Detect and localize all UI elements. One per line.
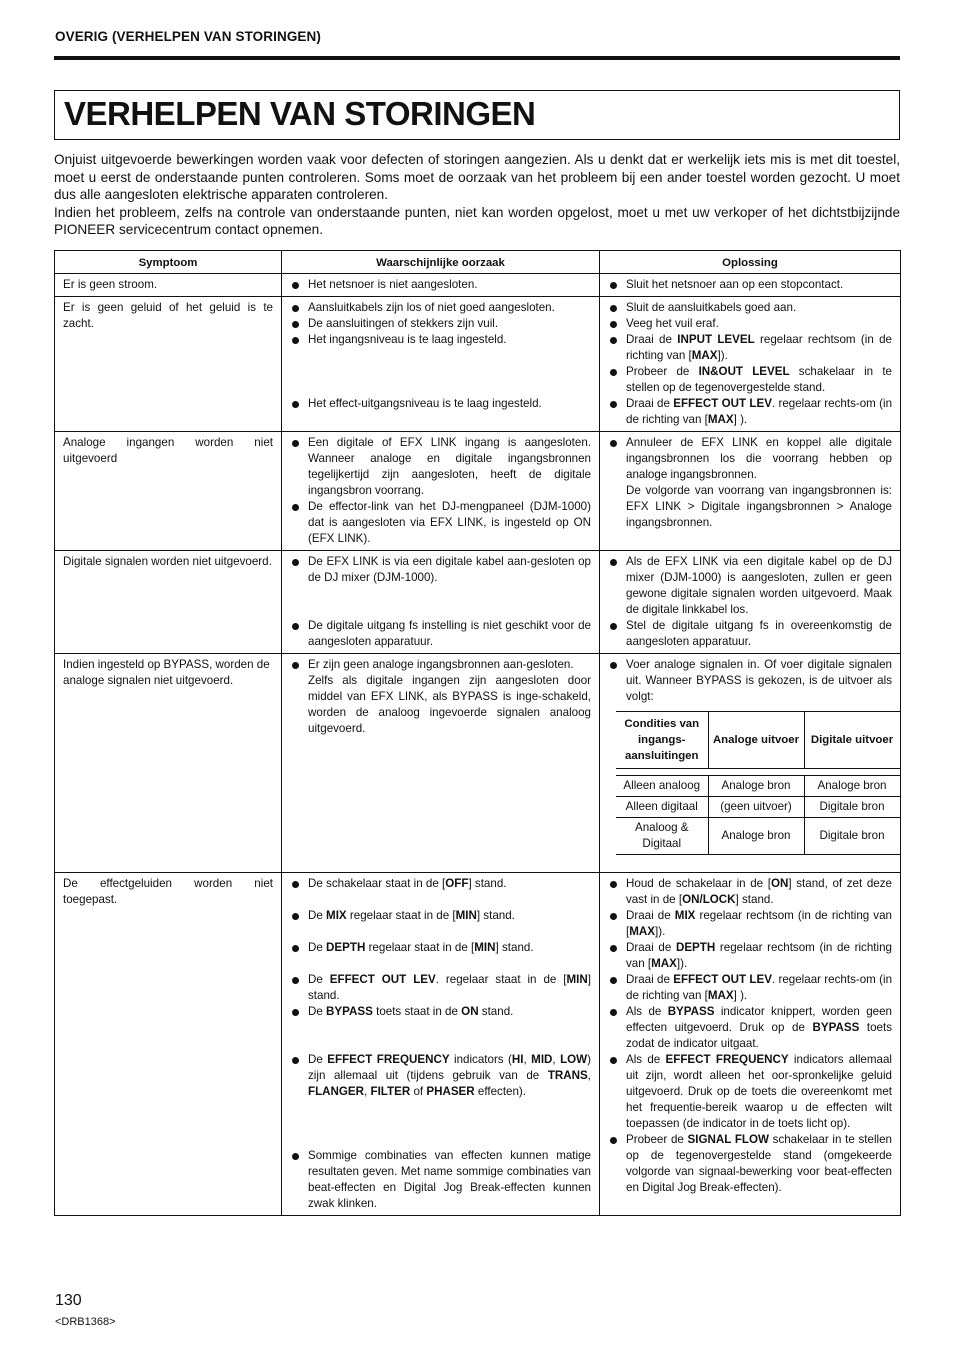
solution-item: Probeer de SIGNAL FLOW schakelaar in te stellen op de tegenovergestelde stand (omgekeerde volgorde van signaal-bewerking voor beat-effecten en Digital Jog Break-effecten). [608, 1132, 892, 1196]
cause-item: Het ingangsniveau is te laag ingesteld. [290, 332, 591, 348]
solution-item: Als de EFX LINK via een digitale kabel op de DJ mixer (DJM-1000) is aangesloten, zullen er geen gewone digitale signalen worden uitgevoerd. Maak de digitale linkkabel los. [608, 554, 892, 618]
solution-item: Als de BYPASS indicator knippert, worden geen effecten uitgevoerd. Druk op de BYPASS toets zodat de indicator uitgaat. [608, 1004, 892, 1052]
table-row [55, 654, 901, 873]
bypass-output-table [616, 711, 901, 855]
solution-cell [600, 654, 901, 873]
section-header: OVERIG (VERHELPEN VAN STORINGEN) [55, 29, 321, 44]
solution-item: Draai de EFFECT OUT LEV. regelaar rechts-om (in de richting van [MAX] ). [608, 396, 892, 428]
subtable-cell: Analoge bron [708, 818, 804, 855]
subtable-header-row [616, 712, 900, 769]
solution-item: Probeer de IN&OUT LEVEL schakelaar in te stellen op de tegenovergestelde stand. [608, 364, 892, 396]
intro-paragraph-1: Onjuist uitgevoerde bewerkingen worden vaak voor defecten of storingen aangezien. Als u denkt dat er werkelijk iets mis is met dit toestel, moet u eerst de onderstaande punten controleren. Soms moet de oorzaak van het probleem bij een ander toestel worden gezocht. U moet dus alle aangesloten elektrische apparaten controleren. [54, 152, 900, 203]
cause-item: Sommige combinaties van effecten kunnen matige resultaten geven. Met name sommige combinaties van beat-effecten en Digital Jog Break-effecten kunnen zwak klinken. [290, 1148, 591, 1212]
solution-item: Draai de MIX regelaar rechtsom (in de richting van [MAX]). [608, 908, 892, 940]
subtable-cell: Analoge bron [708, 776, 804, 797]
page-title: VERHELPEN VAN STORINGEN [64, 95, 536, 132]
solution-item: Voer analoge signalen in. Of voer digitale signalen uit. Wanneer BYPASS is gekozen, is de uitvoer als volgt: [608, 657, 892, 705]
cause-item: De MIX regelaar staat in de [MIN] stand. [290, 908, 591, 924]
cause-cell [282, 274, 600, 297]
cause-item: De digitale uitgang fs instelling is niet geschikt voor de aangesloten apparatuur. [290, 618, 591, 650]
solution-item: Stel de digitale uitgang fs in overeenkomstig de aangesloten apparatuur. [608, 618, 892, 650]
cause-item: De effector-link van het DJ-mengpaneel (DJM-1000) dat is aangesloten via EFX LINK, is ingesteld op ON (EFX LINK). [290, 499, 591, 547]
cause-cell [282, 297, 600, 432]
subtable-cell: Analoog & Digitaal [616, 818, 708, 855]
cause-item: Aansluitkabels zijn los of niet goed aangesloten. [290, 300, 591, 316]
cause-cell [282, 551, 600, 654]
subtable-cell: Analoge bron [804, 776, 900, 797]
solution-cell [600, 432, 901, 551]
table-header-row [55, 251, 901, 274]
cause-item: Het netsnoer is niet aangesloten. [290, 277, 591, 293]
header-cause: Waarschijnlijke oorzaak [282, 251, 600, 274]
subtable-cell: Digitale bron [804, 818, 900, 855]
table-row [55, 274, 901, 297]
intro-text [54, 151, 900, 239]
intro-paragraph-2: Indien het probleem, zelfs na controle van onderstaande punten, niet kan worden opgelost, moet u met uw verkoper of het dichtstbijzijnde PIONEER servicecentrum contact opnemen. [54, 204, 900, 238]
header-symptom: Symptoom [55, 251, 282, 274]
table-row [55, 297, 901, 432]
solution-item: Draai de DEPTH regelaar rechtsom (in de richting van [MAX]). [608, 940, 892, 972]
symptom-cell: De effectgeluiden worden niet toegepast. [55, 873, 282, 1216]
subtable-header: Digitale uitvoer [804, 712, 900, 769]
solution-item: Annuleer de EFX LINK en koppel alle digitale ingangsbronnen los die voorrang hebben op analoge ingangsbronnen. De volgorde van voorrang van ingangsbronnen is: EFX LINK > Digitale ingangsbronnen > Analoge ingangsbronnen. [608, 435, 892, 531]
solution-item: Sluit het netsnoer aan op een stopcontact. [608, 277, 892, 293]
subtable-row [616, 818, 900, 855]
solution-item: Draai de INPUT LEVEL regelaar rechtsom (in de richting van [MAX]). [608, 332, 892, 364]
symptom-cell: Digitale signalen worden niet uitgevoerd. [55, 551, 282, 654]
header-rule [54, 56, 900, 60]
subtable-cell: (geen uitvoer) [708, 797, 804, 818]
symptom-cell: Indien ingesteld op BYPASS, worden de analoge signalen niet uitgevoerd. [55, 654, 282, 873]
solution-item: Veeg het vuil eraf. [608, 316, 892, 332]
subtable-header: Analoge uitvoer [708, 712, 804, 769]
troubleshooting-table [54, 250, 901, 1216]
cause-item: De EFFECT OUT LEV. regelaar staat in de [MIN] stand. [290, 972, 591, 1004]
cause-item: Een digitale of EFX LINK ingang is aangesloten. Wanneer analoge en digitale ingangsbronnen tegelijkertijd zijn aangesloten, heeft de digitale ingangsbron voorrang. [290, 435, 591, 499]
cause-item: De DEPTH regelaar staat in de [MIN] stand. [290, 940, 591, 956]
table-row [55, 873, 901, 1216]
page-number: 130 [55, 1292, 82, 1309]
solution-item: Draai de EFFECT OUT LEV. regelaar rechts-om (in de richting van [MAX] ). [608, 972, 892, 1004]
subtable-header: Condities van ingangs-aansluitingen [616, 712, 708, 769]
title-box [54, 90, 900, 140]
cause-item: De EFFECT FREQUENCY indicators (HI, MID, LOW) zijn allemaal uit (tijdens gebruik van de TRANS, FLANGER, FILTER of PHASER effecten). [290, 1052, 591, 1100]
cause-cell [282, 873, 600, 1216]
subtable-cell: Digitale bron [804, 797, 900, 818]
cause-item: De EFX LINK is via een digitale kabel aan-gesloten op de DJ mixer (DJM-1000). [290, 554, 591, 586]
solution-cell [600, 297, 901, 432]
solution-cell [600, 274, 901, 297]
cause-item: De schakelaar staat in de [OFF] stand. [290, 876, 591, 892]
cause-item: De aansluitingen of stekkers zijn vuil. [290, 316, 591, 332]
table-row [55, 432, 901, 551]
header-solution: Oplossing [600, 251, 901, 274]
cause-item: Het effect-uitgangsniveau is te laag ingesteld. [290, 396, 591, 412]
cause-cell [282, 432, 600, 551]
document-code: <DRB1368> [55, 1316, 116, 1328]
solution-item: Sluit de aansluitkabels goed aan. [608, 300, 892, 316]
cause-cell [282, 654, 600, 873]
solution-cell [600, 551, 901, 654]
subtable-row [616, 797, 900, 818]
solution-item: Houd de schakelaar in de [ON] stand, of zet deze vast in de [ON/LOCK] stand. [608, 876, 892, 908]
cause-item: Er zijn geen analoge ingangsbronnen aan-gesloten. Zelfs als digitale ingangen zijn aangesloten door middel van EFX LINK, als BYPASS is inge-schakeld, worden de analoog ingevoerde signalen analoog uitgevoerd. [290, 657, 591, 737]
symptom-cell: Er is geen geluid of het geluid is te zacht. [55, 297, 282, 432]
symptom-cell: Analoge ingangen worden niet uitgevoerd [55, 432, 282, 551]
table-row [55, 551, 901, 654]
subtable-cell: Alleen digitaal [616, 797, 708, 818]
subtable-cell: Alleen analoog [616, 776, 708, 797]
subtable-row [616, 776, 900, 797]
symptom-cell: Er is geen stroom. [55, 274, 282, 297]
cause-item: De BYPASS toets staat in de ON stand. [290, 1004, 591, 1020]
solution-cell [600, 873, 901, 1216]
solution-item: Als de EFFECT FREQUENCY indicators allemaal uit zijn, wordt alleen het oor-spronkelijke geluid uitgevoerd. Druk op de toets die overeenkomt met het frequentie-bereik waarop u de effecten wilt toepassen (de indicator in de toets licht op). [608, 1052, 892, 1132]
